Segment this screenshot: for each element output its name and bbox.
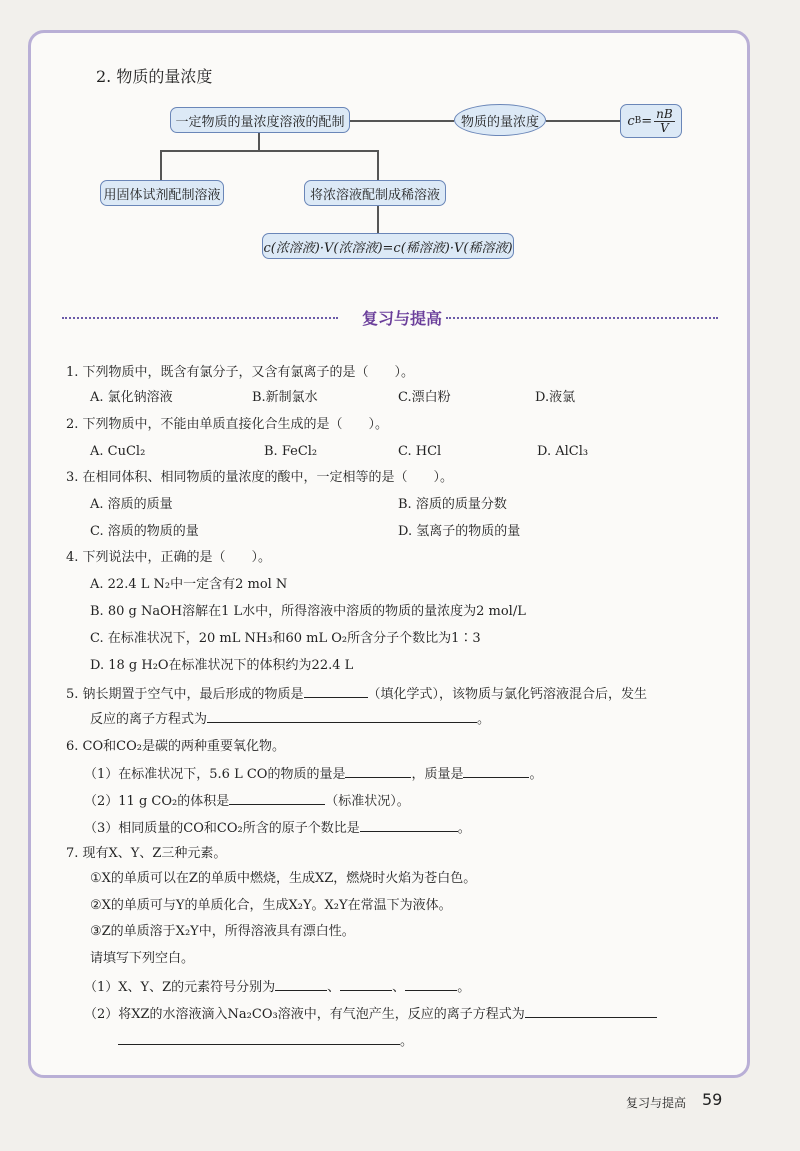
connector-line (350, 120, 454, 122)
q1-option-b: B.新制氯水 (252, 390, 318, 405)
q7-part2 (84, 1004, 657, 1024)
connector-line (546, 120, 620, 122)
q1-option-c: C.漂白粉 (398, 390, 451, 405)
connector-line (258, 131, 260, 151)
q2-stem: 2. 下列物质中，不能由单质直接化合生成的是（ ）。 (66, 417, 389, 432)
q6-p3-text-b: 。 (457, 821, 471, 836)
prep-box: 一定物质的量浓度溶液的配制 (170, 107, 350, 133)
q4-option-b: B. 80 g NaOH溶解在1 L水中，所得溶液中溶质的物质的量浓度为2 mol/L (90, 604, 526, 619)
q7-p1-text: （1）X、Y、Z的元素符号分别为 (84, 980, 276, 995)
q6-p3-text-a: （3）相同质量的CO和CO₂所含的原子个数比是 (84, 821, 360, 836)
q3-option-c: C. 溶质的物质的量 (90, 524, 199, 539)
formula-fraction (654, 108, 675, 135)
q7-end-2: 。 (400, 1034, 414, 1049)
dilute-box: 将浓溶液配制成稀溶液 (304, 180, 446, 206)
q6-p1-text-b: ，质量是 (411, 767, 464, 782)
q3-option-b: B. 溶质的质量分数 (398, 497, 507, 512)
q3-option-d: D. 氢离子的物质的量 (398, 524, 521, 539)
connector-line (377, 150, 379, 181)
q7-end-1: 。 (457, 980, 471, 995)
q7-info-3: ③Z的单质溶于X₂Y中，所得溶液具有漂白性。 (90, 924, 355, 939)
formula-denominator: V (660, 120, 669, 135)
q5-blank-equation[interactable] (207, 709, 477, 723)
formula-sub: B (634, 116, 642, 126)
q7-part2-cont (118, 1031, 413, 1051)
dotted-rule-left (62, 317, 338, 319)
q7-blank-x[interactable] (275, 977, 327, 991)
connector-line (160, 150, 162, 181)
q7-blank-z[interactable] (405, 977, 457, 991)
q5-text-c: 反应的离子方程式为 (90, 712, 208, 727)
q6-part1 (84, 764, 542, 784)
connector-line (160, 150, 378, 152)
q7-sep-2: 、 (392, 980, 406, 995)
q4-option-a: A. 22.4 L N₂中一定含有2 mol N (90, 577, 288, 592)
q5-text-d: 。 (477, 712, 491, 727)
formula-eq: = (641, 113, 653, 129)
connector-line (377, 205, 379, 234)
q4-option-c: C. 在标准状况下，20 mL NH₃和60 mL O₂所含分子个数比为1∶3 (90, 631, 481, 646)
formula-lhs: c (627, 113, 635, 129)
q6-blank-amount[interactable] (345, 764, 411, 778)
q5-line1 (66, 684, 647, 704)
review-header (62, 306, 718, 330)
q7-fill-prompt: 请填写下列空白。 (90, 951, 195, 966)
q3-stem: 3. 在相同体积、相同物质的量浓度的酸中，一定相等的是（ ）。 (66, 470, 454, 485)
q2-option-d: D. AlCl₃ (537, 444, 589, 459)
q5-line2 (90, 709, 490, 729)
q6-blank-volume[interactable] (229, 791, 325, 805)
q7-part1 (84, 977, 470, 997)
q6-p1-text-a: （1）在标准状况下，5.6 L CO的物质的量是 (84, 767, 346, 782)
q7-blank-equation-b[interactable] (118, 1031, 400, 1045)
q4-stem: 4. 下列说法中，正确的是（ ）。 (66, 550, 272, 565)
solid-box: 用固体试剂配制溶液 (100, 180, 224, 206)
q5-text-b: （填化学式），该物质与氯化钙溶液混合后，发生 (367, 687, 648, 702)
q6-blank-mass[interactable] (463, 764, 529, 778)
q6-p2-text-a: （2）11 g CO₂的体积是 (84, 794, 230, 809)
q6-p1-text-c: 。 (529, 767, 543, 782)
formula-box (620, 104, 682, 138)
q1-stem: 1. 下列物质中，既含有氯分子，又含有氯离子的是（ ）。 (66, 365, 415, 380)
q4-option-d: D. 18 g H₂O在标准状况下的体积约为22.4 L (90, 658, 354, 673)
q7-blank-y[interactable] (340, 977, 392, 991)
q7-blank-equation-a[interactable] (525, 1004, 657, 1018)
q7-info-2: ②X的单质可与Y的单质化合，生成X₂Y。X₂Y在常温下为液体。 (90, 898, 452, 913)
q6-blank-ratio[interactable] (360, 818, 458, 832)
q2-option-b: B. FeCl₂ (264, 444, 318, 459)
review-title: 复习与提高 (361, 309, 442, 328)
q3-option-a: A. 溶质的质量 (90, 497, 173, 512)
section-title: 2. 物质的量浓度 (96, 67, 213, 86)
formula-numerator: nB (656, 106, 673, 121)
q6-part2 (84, 791, 410, 811)
q2-option-c: C. HCl (398, 444, 442, 459)
q1-option-a: A. 氯化钠溶液 (90, 390, 173, 405)
q1-option-d: D.液氯 (535, 390, 576, 405)
q6-stem: 6. CO和CO₂是碳的两种重要氧化物。 (66, 739, 285, 754)
q6-part3 (84, 818, 471, 838)
footer-label: 复习与提高 (626, 1096, 687, 1110)
concept-oval: 物质的量浓度 (454, 104, 546, 136)
q2-option-a: A. CuCl₂ (90, 444, 146, 459)
q5-blank-formula[interactable] (304, 684, 368, 698)
page-number: 59 (702, 1090, 723, 1109)
q5-text-a: 5. 钠长期置于空气中，最后形成的物质是 (66, 687, 304, 702)
dilution-formula-box: c(浓溶液)·V(浓溶液)=c(稀溶液)·V(稀溶液) (262, 233, 514, 259)
q6-p2-text-b: （标准状况）。 (325, 794, 410, 809)
q7-sep-1: 、 (327, 980, 341, 995)
dotted-rule-right (446, 317, 718, 319)
q7-info-1: ①X的单质可以在Z的单质中燃烧，生成XZ，燃烧时火焰为苍白色。 (90, 871, 477, 886)
q7-p2-text: （2）将XZ的水溶液滴入Na₂CO₃溶液中，有气泡产生，反应的离子方程式为 (84, 1007, 525, 1022)
q7-stem: 7. 现有X、Y、Z三种元素。 (66, 846, 227, 861)
